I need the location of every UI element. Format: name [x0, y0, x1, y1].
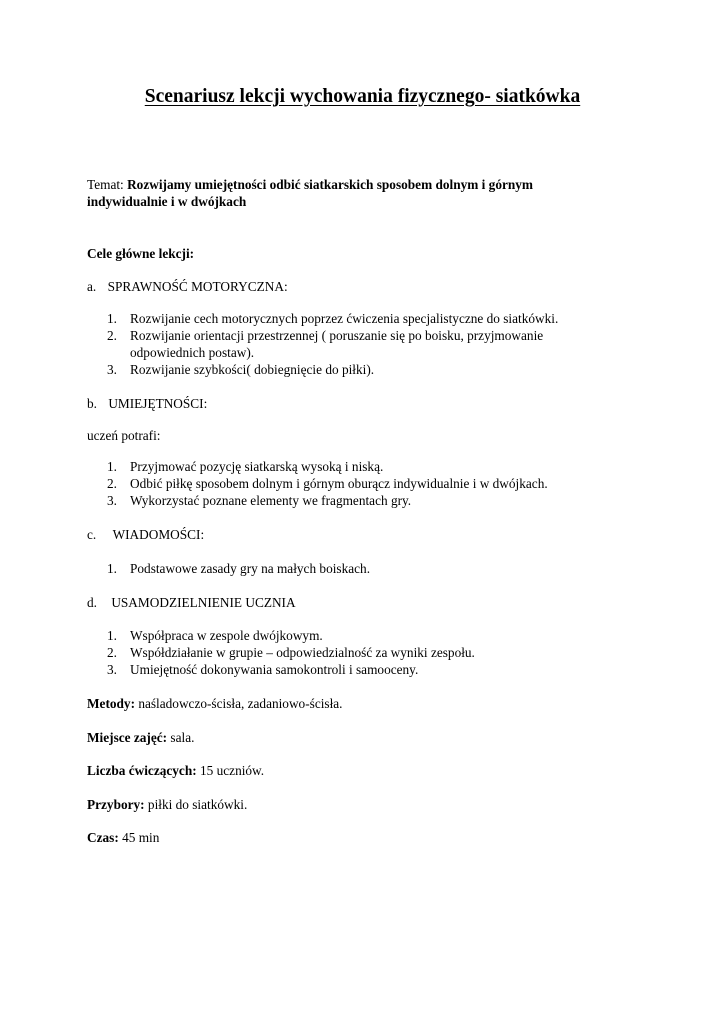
section-c-list — [107, 560, 370, 577]
section-b-heading — [87, 395, 207, 412]
topic-line-1 — [87, 176, 533, 193]
section-b-intro: uczeń potrafi: — [87, 428, 161, 443]
topic-text-1: Rozwijamy umiejętności odbić siatkarskich sposobem dolnym i górnym — [127, 177, 533, 192]
section-a-title: SPRAWNOŚĆ MOTORYCZNA: — [107, 279, 288, 294]
time-label: Czas: — [87, 830, 119, 845]
list-item: 2. Współdziałanie w grupie – odpowiedzialność za wyniki zespołu. — [107, 645, 475, 660]
time-line — [87, 829, 159, 846]
section-c-heading — [87, 526, 204, 543]
list-item: 2. Rozwijanie orientacji przestrzennej ( poruszanie się po boisku, przyjmowanie odpowiednich postaw). — [107, 328, 544, 360]
participants-label: Liczba ćwiczących: — [87, 763, 197, 778]
section-a-list — [107, 310, 558, 378]
section-b-letter: b. — [87, 396, 97, 411]
topic-label: Temat: — [87, 177, 124, 192]
section-a-letter: a. — [87, 279, 97, 294]
equipment-value: piłki do siatkówki. — [144, 797, 248, 812]
section-d-heading — [87, 594, 296, 611]
place-label: Miejsce zajęć: — [87, 730, 168, 745]
list-item: 3. Wykorzystać poznane elementy we fragmentach gry. — [107, 493, 412, 508]
methods-label: Metody: — [87, 696, 135, 711]
topic-text-2: indywidualnie i w dwójkach — [87, 194, 247, 209]
section-d-title: USAMODZIELNIENIE UCZNIA — [111, 595, 296, 610]
list-item: 1. Przyjmować pozycję siatkarską wysoką i niską. — [107, 459, 384, 474]
page-title: Scenariusz lekcji wychowania fizycznego- siatkówka — [144, 86, 581, 107]
goals-heading: Cele główne lekcji: — [87, 246, 195, 261]
list-item: 3. Rozwijanie szybkości( dobiegnięcie do piłki). — [107, 362, 375, 377]
section-c-letter: c. — [87, 527, 97, 542]
section-b-title: UMIEJĘTNOŚCI: — [108, 396, 208, 411]
list-item: 1. Podstawowe zasady gry na małych boiskach. — [107, 561, 371, 576]
participants-line — [87, 762, 264, 779]
place-value: sala. — [167, 730, 195, 745]
list-item: 3. Umiejętność dokonywania samokontroli i samooceny. — [107, 662, 419, 677]
list-item: 1. Współpraca w zespole dwójkowym. — [107, 628, 323, 643]
section-d-letter: d. — [87, 595, 97, 610]
methods-value: naśladowczo-ścisła, zadaniowo-ścisła. — [135, 696, 343, 711]
methods-line — [87, 695, 343, 712]
list-item: 1. Rozwijanie cech motorycznych poprzez ćwiczenia specjalistyczne do siatkówki. — [107, 311, 559, 326]
list-item: 2. Odbić piłkę sposobem dolnym i górnym oburącz indywidualnie i w dwójkach. — [107, 476, 548, 491]
section-d-list — [107, 627, 475, 678]
time-value: 45 min — [118, 830, 160, 845]
section-b-list — [107, 458, 548, 509]
participants-value: 15 uczniów. — [196, 763, 265, 778]
section-a-heading — [87, 278, 288, 295]
section-c-title: WIADOMOŚCI: — [112, 527, 205, 542]
equipment-label: Przybory: — [87, 797, 145, 812]
equipment-line — [87, 796, 247, 813]
place-line — [87, 729, 194, 746]
